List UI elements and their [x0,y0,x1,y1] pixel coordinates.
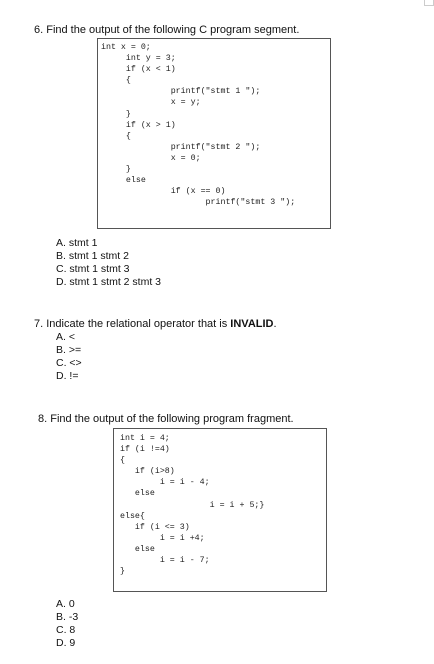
invalid-keyword: INVALID [230,318,274,330]
question-6-code-box [97,38,331,229]
question-8-code: int i = 4; if (i !=4) { if (i>8) i = i - 4; else i = i + 5;} else{ if (i <= 3) i = i +4; else i = i - 7; } [120,434,265,577]
question-8-option-a[interactable]: A. 0 [56,598,75,610]
question-8-title: 8. Find the output of the following program fragment. [38,413,294,425]
question-6-option-d[interactable]: D. stmt 1 stmt 2 stmt 3 [56,276,162,288]
question-8-option-b[interactable]: B. -3 [56,611,79,623]
question-8-code-box [113,428,327,592]
question-6-code: int x = 0; int y = 3; if (x < 1) { printf("stmt 1 "); x = y; } if (x > 1) { printf("stmt 2 "); x = 0; } else if (x == 0) printf("stmt 3 "); [101,43,296,208]
question-7-title: 7. Indicate the relational operator that is INVALID. [34,318,277,330]
question-7-option-b[interactable]: B. >= [56,344,82,356]
question-6-title: 6. Find the output of the following C program segment. [34,24,300,36]
question-8-options [56,598,78,650]
scrollbar-corner[interactable] [424,0,434,6]
question-6-option-a[interactable]: A. stmt 1 [56,237,98,249]
question-6-option-c[interactable]: C. stmt 1 stmt 3 [56,263,130,275]
question-7-options [56,331,82,383]
question-8-option-d[interactable]: D. 9 [56,637,76,649]
question-8-option-c[interactable]: C. 8 [56,624,76,636]
question-7-option-a[interactable]: A. < [56,331,75,343]
question-6-options [56,237,161,289]
question-6-option-b[interactable]: B. stmt 1 stmt 2 [56,250,129,262]
question-7-option-d[interactable]: D. != [56,370,79,382]
question-7-option-c[interactable]: C. <> [56,357,82,369]
